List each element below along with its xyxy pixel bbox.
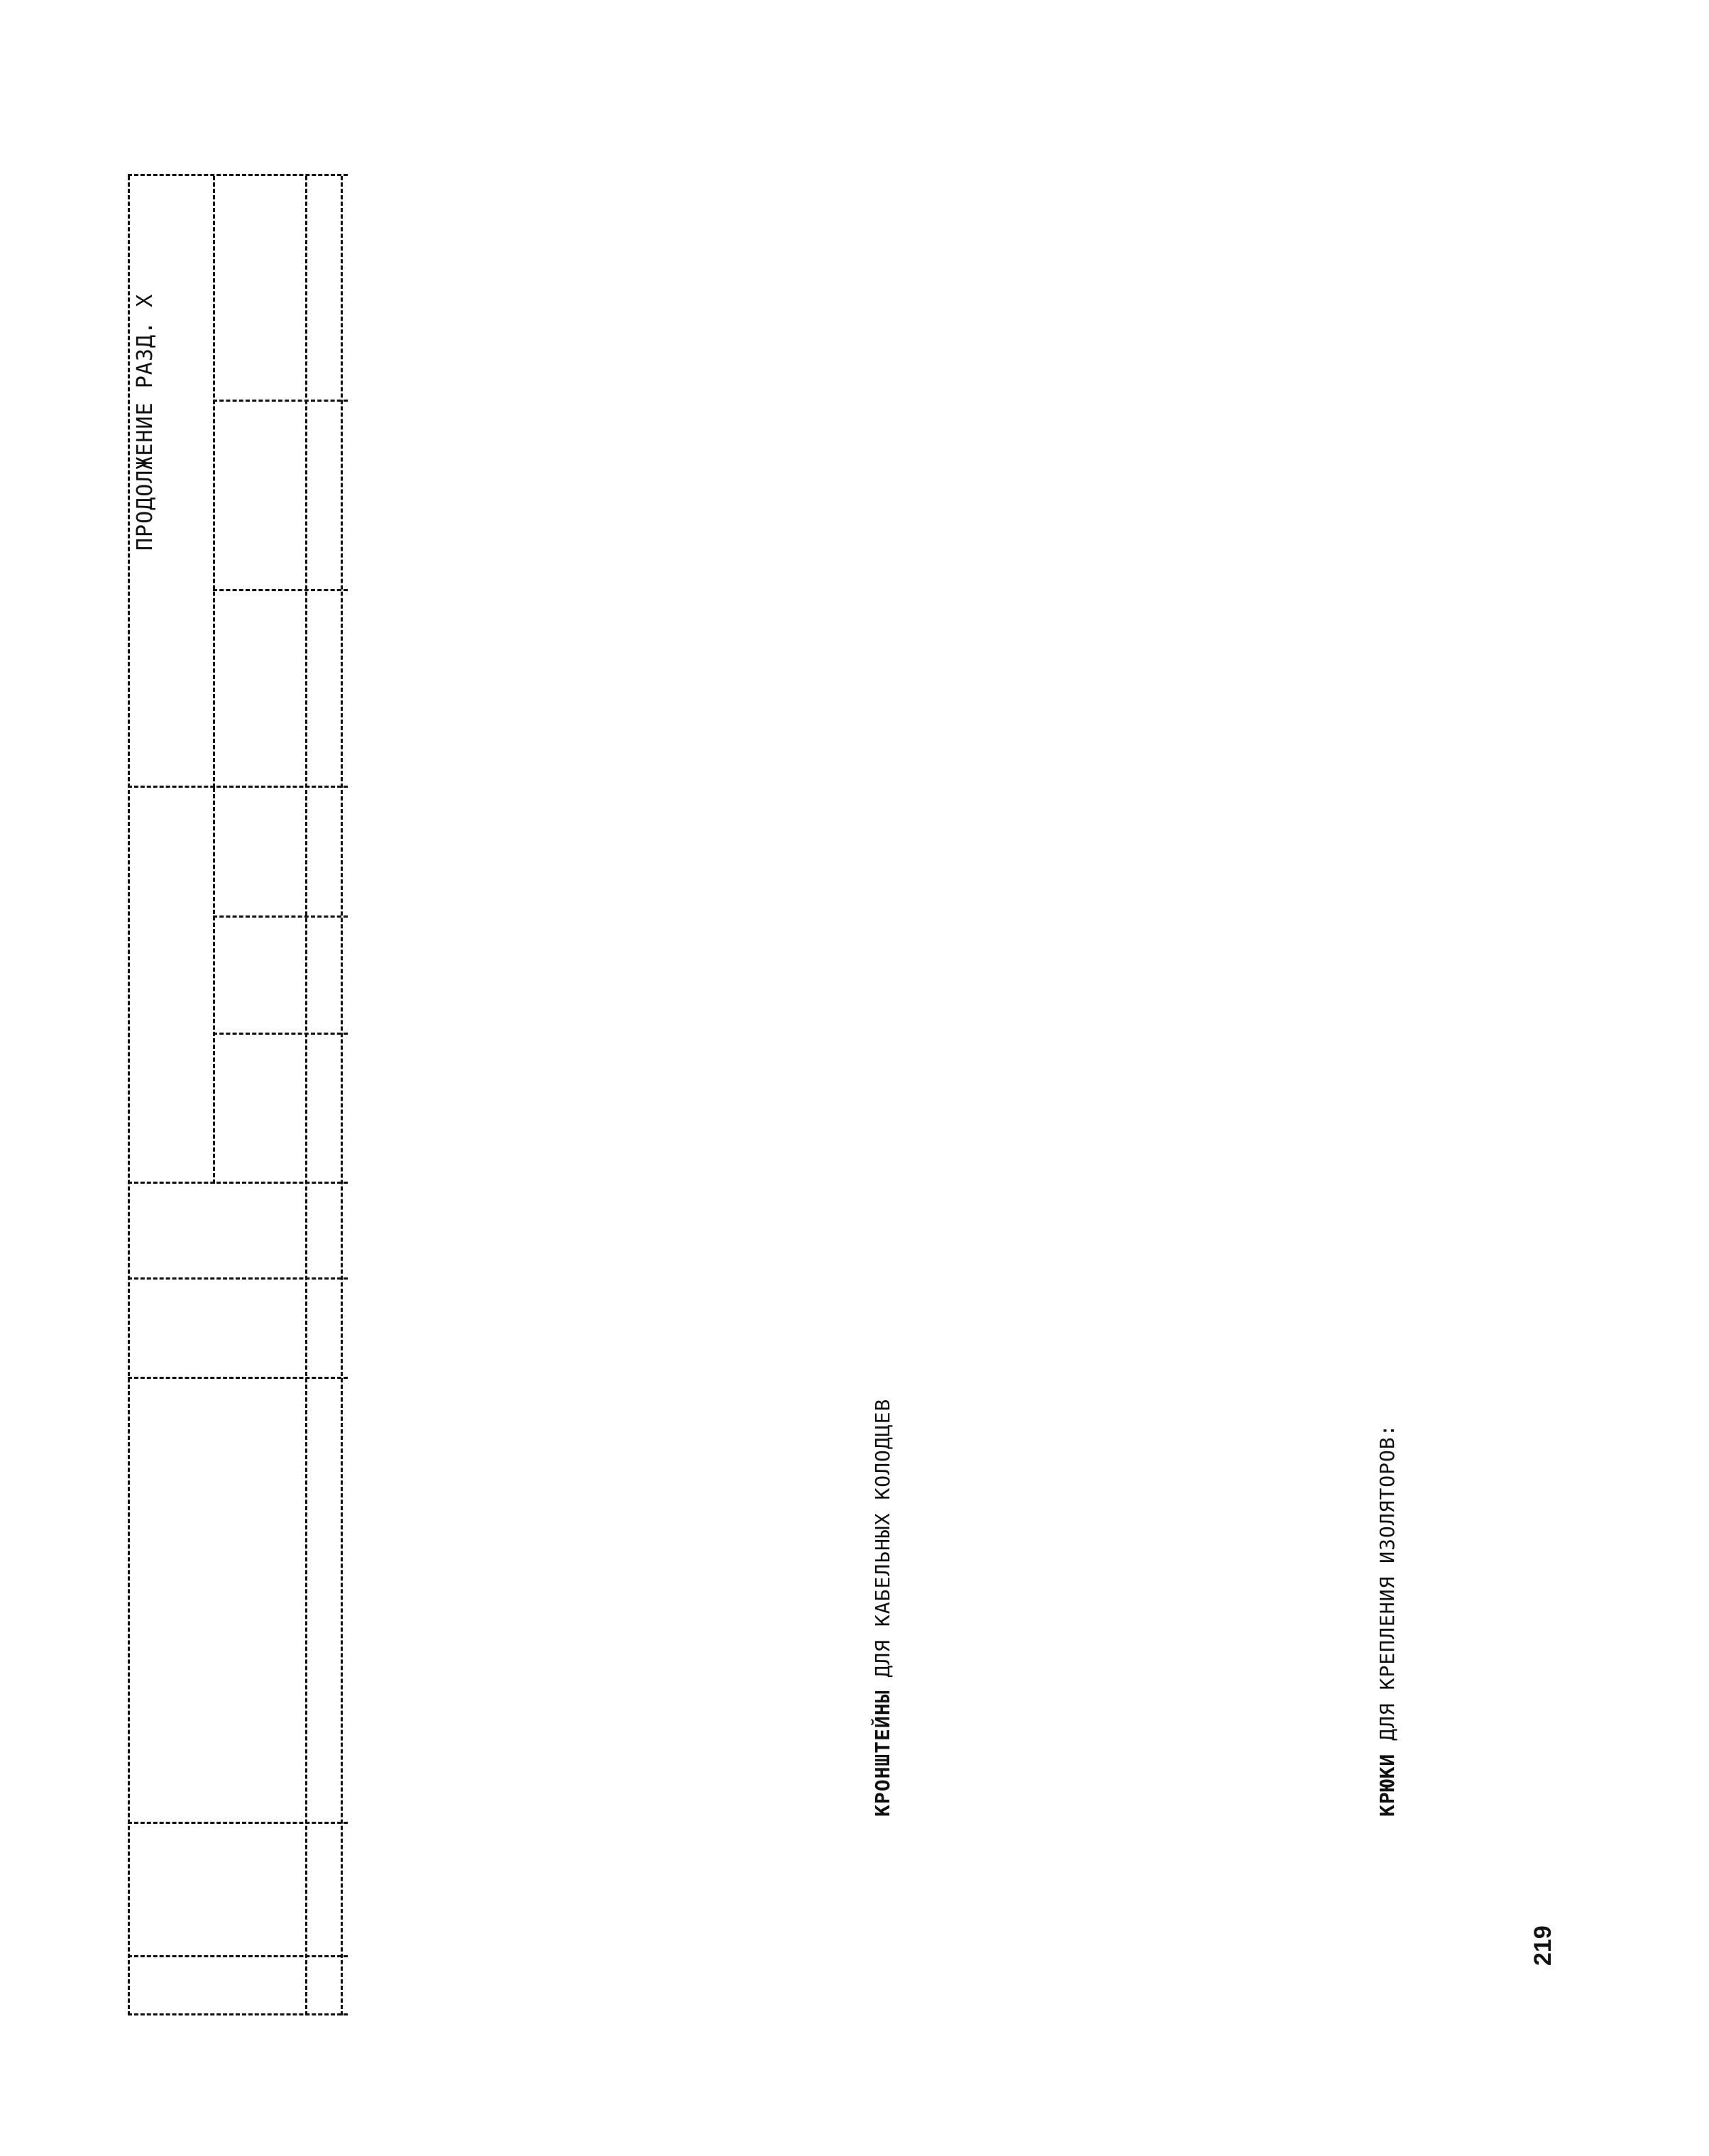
- column-rule: [128, 174, 348, 176]
- row-name-bold: КРЮКИ: [1375, 1753, 1399, 1817]
- numbers-bottom-rule: [341, 176, 343, 2015]
- column-rule: [128, 1955, 348, 1957]
- row-name-rest: ДЛЯ КАБЕЛЬНЫХ КОЛОДЦЕВ: [871, 1398, 894, 1678]
- header-top-rule: [128, 176, 130, 2015]
- row-name-bold: КРОНШТЕЙНЫ: [871, 1690, 894, 1817]
- subgroup-rule-price: [213, 176, 215, 788]
- column-rule: [128, 1277, 348, 1280]
- column-rule: [213, 915, 348, 918]
- column-rule: [128, 2013, 348, 2015]
- subgroup-rule-ref: [213, 788, 215, 1184]
- row-name-line: [1376, 1424, 1398, 1817]
- column-rule: [213, 400, 348, 402]
- column-rule: [128, 1822, 348, 1824]
- row-name-line: [872, 1399, 894, 1817]
- row-name-rest: ДЛЯ КРЕПЛЕНИЯ ИЗОЛЯТОРОВ:: [1375, 1424, 1399, 1741]
- column-rule: [128, 786, 348, 788]
- column-rule: [213, 1033, 348, 1035]
- column-rule: [128, 1377, 348, 1379]
- page-number: 219: [1529, 1925, 1556, 1966]
- column-rule: [128, 1182, 348, 1184]
- header-bottom-rule: [305, 176, 307, 2015]
- column-rule: [213, 589, 348, 591]
- running-header: ПРОДОЛЖЕНИЕ РАЗД. Х: [133, 293, 158, 551]
